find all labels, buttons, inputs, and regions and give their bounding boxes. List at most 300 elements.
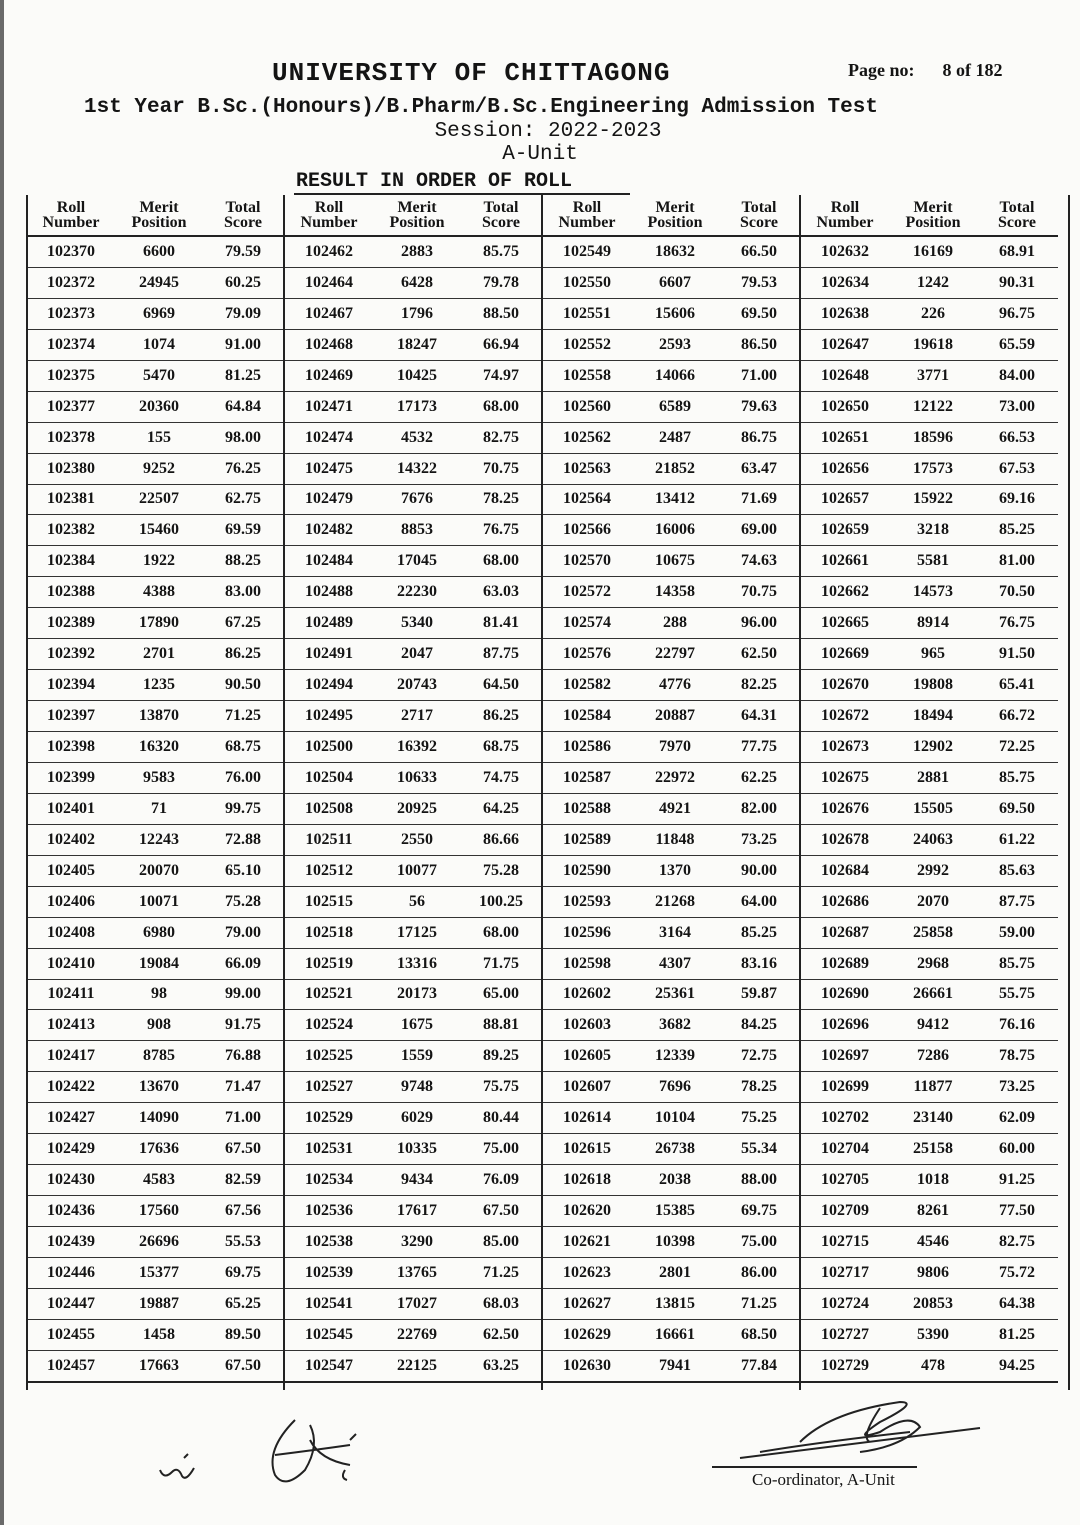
merit-position-cell: 56	[374, 886, 460, 917]
roll-number-cell: 102394	[26, 670, 116, 701]
merit-position-cell: 19084	[116, 948, 202, 979]
total-score-cell: 72.75	[718, 1041, 800, 1072]
column-header-roll-line1: Roll	[572, 199, 602, 216]
table-row	[542, 391, 800, 422]
total-score-cell: 82.75	[976, 1227, 1058, 1258]
roll-number-cell: 102436	[26, 1196, 116, 1227]
table-row	[542, 1350, 800, 1381]
total-score-cell: 59.87	[718, 979, 800, 1010]
roll-number-cell: 102709	[800, 1196, 890, 1227]
merit-position-cell: 14322	[374, 453, 460, 484]
total-score-cell: 86.25	[460, 701, 542, 732]
total-score-cell: 94.25	[976, 1350, 1058, 1381]
total-score-cell: 65.41	[976, 670, 1058, 701]
roll-number-cell: 102687	[800, 917, 890, 948]
total-score-cell: 64.84	[202, 391, 284, 422]
roll-number-cell: 102659	[800, 515, 890, 546]
total-score-cell: 74.63	[718, 546, 800, 577]
merit-position-cell: 20070	[116, 855, 202, 886]
table-row	[800, 1257, 1058, 1288]
roll-number-cell: 102672	[800, 701, 890, 732]
table-row	[26, 1196, 284, 1227]
table-row	[800, 917, 1058, 948]
total-score-cell: 63.03	[460, 577, 542, 608]
merit-position-cell: 5581	[890, 546, 976, 577]
merit-position-cell: 10077	[374, 855, 460, 886]
merit-position-cell: 9583	[116, 762, 202, 793]
merit-position-cell: 22230	[374, 577, 460, 608]
total-score-cell: 69.50	[976, 793, 1058, 824]
column-header-roll-line2: Number	[300, 214, 358, 231]
roll-number-cell: 102408	[26, 917, 116, 948]
table-row	[542, 948, 800, 979]
roll-number-cell: 102607	[542, 1072, 632, 1103]
table-row	[284, 701, 542, 732]
total-score-cell: 69.59	[202, 515, 284, 546]
column-header-score-line1: Total	[999, 199, 1035, 216]
total-score-cell: 67.25	[202, 608, 284, 639]
merit-position-cell: 17636	[116, 1134, 202, 1165]
roll-number-cell: 102372	[26, 267, 116, 298]
column-header-roll	[542, 195, 632, 236]
merit-position-cell: 1018	[890, 1165, 976, 1196]
roll-number-cell: 102623	[542, 1257, 632, 1288]
merit-position-cell: 22507	[116, 484, 202, 515]
merit-position-cell: 18247	[374, 329, 460, 360]
table-row	[800, 1134, 1058, 1165]
table-row	[800, 948, 1058, 979]
merit-position-cell: 19808	[890, 670, 976, 701]
roll-number-cell: 102373	[26, 298, 116, 329]
merit-position-cell: 17173	[374, 391, 460, 422]
merit-position-cell: 6607	[632, 267, 718, 298]
total-score-cell: 67.50	[460, 1196, 542, 1227]
merit-position-cell: 25158	[890, 1134, 976, 1165]
table-row	[800, 1227, 1058, 1258]
total-score-cell: 62.50	[460, 1319, 542, 1350]
column-header-merit-line1: Merit	[913, 199, 953, 216]
table-row	[800, 453, 1058, 484]
total-score-cell: 83.00	[202, 577, 284, 608]
table-row	[284, 1041, 542, 1072]
merit-position-cell: 17573	[890, 453, 976, 484]
roll-number-cell: 102495	[284, 701, 374, 732]
table-row	[26, 1010, 284, 1041]
total-score-cell: 72.88	[202, 824, 284, 855]
table-row	[26, 793, 284, 824]
total-score-cell: 71.69	[718, 484, 800, 515]
roll-number-cell: 102545	[284, 1319, 374, 1350]
merit-position-cell: 22797	[632, 639, 718, 670]
table-row	[800, 329, 1058, 360]
table-row	[542, 236, 800, 267]
merit-position-cell: 8914	[890, 608, 976, 639]
result-block-4	[800, 195, 1058, 1390]
roll-number-cell: 102529	[284, 1103, 374, 1134]
total-score-cell: 72.25	[976, 732, 1058, 763]
merit-position-cell: 13815	[632, 1288, 718, 1319]
merit-position-cell: 9806	[890, 1257, 976, 1288]
roll-number-cell: 102541	[284, 1288, 374, 1319]
table-row	[284, 793, 542, 824]
merit-position-cell: 17045	[374, 546, 460, 577]
column-header-score-line2: Score	[482, 214, 520, 231]
table-row	[800, 515, 1058, 546]
total-score-cell: 85.25	[718, 917, 800, 948]
merit-position-cell: 10398	[632, 1227, 718, 1258]
total-score-cell: 82.75	[460, 422, 542, 453]
total-score-cell: 71.25	[202, 701, 284, 732]
merit-position-cell: 1370	[632, 855, 718, 886]
table-row	[800, 608, 1058, 639]
roll-number-cell: 102524	[284, 1010, 374, 1041]
total-score-cell: 77.84	[718, 1350, 800, 1381]
merit-position-cell: 3290	[374, 1227, 460, 1258]
total-score-cell: 91.25	[976, 1165, 1058, 1196]
table-row	[800, 1041, 1058, 1072]
roll-number-cell: 102702	[800, 1103, 890, 1134]
merit-position-cell: 16661	[632, 1319, 718, 1350]
total-score-cell: 81.41	[460, 608, 542, 639]
column-header-score	[718, 195, 800, 236]
total-score-cell: 76.75	[976, 608, 1058, 639]
roll-number-cell: 102525	[284, 1041, 374, 1072]
table-row	[800, 1072, 1058, 1103]
column-header-score-line2: Score	[740, 214, 778, 231]
roll-number-cell: 102377	[26, 391, 116, 422]
roll-number-cell: 102673	[800, 732, 890, 763]
merit-position-cell: 10633	[374, 762, 460, 793]
roll-number-cell: 102464	[284, 267, 374, 298]
table-row	[542, 917, 800, 948]
roll-number-cell: 102447	[26, 1288, 116, 1319]
total-score-cell: 70.75	[718, 577, 800, 608]
table-row	[542, 793, 800, 824]
roll-number-cell: 102684	[800, 855, 890, 886]
merit-position-cell: 10071	[116, 886, 202, 917]
merit-position-cell: 2801	[632, 1257, 718, 1288]
total-score-cell: 89.50	[202, 1319, 284, 1350]
table-row	[284, 484, 542, 515]
column-header-roll-line1: Roll	[830, 199, 860, 216]
table-row	[284, 1350, 542, 1381]
roll-number-cell: 102690	[800, 979, 890, 1010]
merit-position-cell: 26696	[116, 1227, 202, 1258]
total-score-cell: 69.75	[202, 1257, 284, 1288]
merit-position-cell: 24945	[116, 267, 202, 298]
table-row	[284, 453, 542, 484]
merit-position-cell: 17027	[374, 1288, 460, 1319]
table-row	[800, 670, 1058, 701]
roll-number-cell: 102589	[542, 824, 632, 855]
merit-position-cell: 20925	[374, 793, 460, 824]
result-heading: RESULT IN ORDER OF ROLL	[296, 170, 573, 193]
merit-position-cell: 12339	[632, 1041, 718, 1072]
table-row	[26, 1072, 284, 1103]
table-divider-4	[1068, 195, 1070, 1390]
table-row	[542, 1165, 800, 1196]
total-score-cell: 66.94	[460, 329, 542, 360]
table-row	[542, 267, 800, 298]
table-row	[26, 1288, 284, 1319]
roll-number-cell: 102512	[284, 855, 374, 886]
roll-number-cell: 102651	[800, 422, 890, 453]
roll-number-cell: 102603	[542, 1010, 632, 1041]
total-score-cell: 88.00	[718, 1165, 800, 1196]
table-row	[542, 329, 800, 360]
merit-position-cell: 20743	[374, 670, 460, 701]
roll-number-cell: 102468	[284, 329, 374, 360]
merit-position-cell: 24063	[890, 824, 976, 855]
table-row	[542, 1196, 800, 1227]
roll-number-cell: 102648	[800, 360, 890, 391]
merit-position-cell: 20360	[116, 391, 202, 422]
roll-number-cell: 102500	[284, 732, 374, 763]
total-score-cell: 71.25	[460, 1257, 542, 1288]
table-row	[26, 453, 284, 484]
total-score-cell: 62.50	[718, 639, 800, 670]
roll-number-cell: 102504	[284, 762, 374, 793]
column-header-roll-line1: Roll	[56, 199, 86, 216]
table-row	[800, 824, 1058, 855]
roll-number-cell: 102397	[26, 701, 116, 732]
roll-number-cell: 102534	[284, 1165, 374, 1196]
roll-number-cell: 102439	[26, 1227, 116, 1258]
table-row	[542, 422, 800, 453]
roll-number-cell: 102479	[284, 484, 374, 515]
total-score-cell: 90.50	[202, 670, 284, 701]
column-header-score-line2: Score	[998, 214, 1036, 231]
table-row	[800, 732, 1058, 763]
table-row	[26, 762, 284, 793]
merit-position-cell: 2593	[632, 329, 718, 360]
table-row	[26, 422, 284, 453]
merit-position-cell: 71	[116, 793, 202, 824]
total-score-cell: 63.25	[460, 1350, 542, 1381]
table-row	[542, 1227, 800, 1258]
merit-position-cell: 6969	[116, 298, 202, 329]
roll-number-cell: 102572	[542, 577, 632, 608]
merit-position-cell: 288	[632, 608, 718, 639]
total-score-cell: 62.09	[976, 1103, 1058, 1134]
roll-number-cell: 102375	[26, 360, 116, 391]
merit-position-cell: 7676	[374, 484, 460, 515]
roll-number-cell: 102417	[26, 1041, 116, 1072]
roll-number-cell: 102511	[284, 824, 374, 855]
table-row	[800, 422, 1058, 453]
table-row	[284, 329, 542, 360]
total-score-cell: 81.00	[976, 546, 1058, 577]
roll-number-cell: 102704	[800, 1134, 890, 1165]
column-header-merit-line2: Position	[647, 214, 703, 231]
results-table	[26, 195, 1070, 1390]
total-score-cell: 79.53	[718, 267, 800, 298]
page-number-label: Page no:	[848, 60, 915, 80]
total-score-cell: 85.25	[976, 515, 1058, 546]
merit-position-cell: 6029	[374, 1103, 460, 1134]
table-row	[284, 360, 542, 391]
total-score-cell: 79.00	[202, 917, 284, 948]
roll-number-cell: 102627	[542, 1288, 632, 1319]
column-header-merit	[116, 195, 202, 236]
table-row	[542, 886, 800, 917]
total-score-cell: 96.75	[976, 298, 1058, 329]
total-score-cell: 75.28	[202, 886, 284, 917]
total-score-cell: 65.10	[202, 855, 284, 886]
total-score-cell: 61.22	[976, 824, 1058, 855]
total-score-cell: 65.00	[460, 979, 542, 1010]
merit-position-cell: 17663	[116, 1350, 202, 1381]
table-divider-1	[283, 195, 285, 1390]
roll-number-cell: 102474	[284, 422, 374, 453]
roll-number-cell: 102661	[800, 546, 890, 577]
merit-position-cell: 20887	[632, 701, 718, 732]
table-row	[26, 546, 284, 577]
table-row	[542, 484, 800, 515]
page-number-value: 8 of 182	[942, 60, 1003, 80]
table-row	[26, 267, 284, 298]
total-score-cell: 76.00	[202, 762, 284, 793]
roll-number-cell: 102531	[284, 1134, 374, 1165]
merit-position-cell: 2038	[632, 1165, 718, 1196]
roll-number-cell: 102482	[284, 515, 374, 546]
total-score-cell: 68.03	[460, 1288, 542, 1319]
total-score-cell: 99.75	[202, 793, 284, 824]
table-row	[26, 1350, 284, 1381]
merit-position-cell: 2070	[890, 886, 976, 917]
table-row	[542, 855, 800, 886]
roll-number-cell: 102370	[26, 236, 116, 267]
merit-position-cell: 22769	[374, 1319, 460, 1350]
roll-number-cell: 102630	[542, 1350, 632, 1381]
table-row	[542, 732, 800, 763]
scan-edge	[0, 0, 4, 1525]
table-row	[26, 608, 284, 639]
table-row	[800, 391, 1058, 422]
total-score-cell: 71.75	[460, 948, 542, 979]
total-score-cell: 75.00	[718, 1227, 800, 1258]
unit-title: A-Unit	[502, 143, 578, 166]
roll-number-cell: 102484	[284, 546, 374, 577]
total-score-cell: 59.00	[976, 917, 1058, 948]
table-row	[284, 1196, 542, 1227]
table-row	[542, 453, 800, 484]
merit-position-cell: 1242	[890, 267, 976, 298]
roll-number-cell: 102705	[800, 1165, 890, 1196]
merit-position-cell: 6589	[632, 391, 718, 422]
merit-position-cell: 1458	[116, 1319, 202, 1350]
table-row	[26, 329, 284, 360]
table-row	[284, 515, 542, 546]
merit-position-cell: 1922	[116, 546, 202, 577]
table-row	[284, 855, 542, 886]
table-row	[284, 917, 542, 948]
total-score-cell: 87.75	[976, 886, 1058, 917]
roll-number-cell: 102602	[542, 979, 632, 1010]
total-score-cell: 69.75	[718, 1196, 800, 1227]
roll-number-cell: 102518	[284, 917, 374, 948]
total-score-cell: 55.75	[976, 979, 1058, 1010]
table-row	[800, 360, 1058, 391]
total-score-cell: 81.25	[976, 1319, 1058, 1350]
column-header-score-line1: Total	[741, 199, 777, 216]
merit-position-cell: 4388	[116, 577, 202, 608]
signature-middle	[255, 1410, 375, 1490]
roll-number-cell: 102489	[284, 608, 374, 639]
total-score-cell: 68.91	[976, 236, 1058, 267]
merit-position-cell: 4776	[632, 670, 718, 701]
total-score-cell: 65.25	[202, 1288, 284, 1319]
roll-number-cell: 102621	[542, 1227, 632, 1258]
roll-number-cell: 102399	[26, 762, 116, 793]
roll-number-cell: 102374	[26, 329, 116, 360]
roll-number-cell: 102538	[284, 1227, 374, 1258]
roll-number-cell: 102669	[800, 639, 890, 670]
roll-number-cell: 102491	[284, 639, 374, 670]
table-row	[542, 1319, 800, 1350]
total-score-cell: 78.25	[460, 484, 542, 515]
total-score-cell: 73.25	[976, 1072, 1058, 1103]
table-row	[284, 546, 542, 577]
table-row	[542, 546, 800, 577]
roll-number-cell: 102430	[26, 1165, 116, 1196]
merit-position-cell: 3164	[632, 917, 718, 948]
table-row	[542, 1041, 800, 1072]
merit-position-cell: 12122	[890, 391, 976, 422]
table-row	[284, 1257, 542, 1288]
total-score-cell: 79.78	[460, 267, 542, 298]
roll-number-cell: 102675	[800, 762, 890, 793]
merit-position-cell: 19618	[890, 329, 976, 360]
roll-number-cell: 102406	[26, 886, 116, 917]
merit-position-cell: 16006	[632, 515, 718, 546]
roll-number-cell: 102549	[542, 236, 632, 267]
table-row	[542, 608, 800, 639]
table-row	[800, 298, 1058, 329]
total-score-cell: 85.00	[460, 1227, 542, 1258]
merit-position-cell: 908	[116, 1010, 202, 1041]
total-score-cell: 74.75	[460, 762, 542, 793]
merit-position-cell: 9748	[374, 1072, 460, 1103]
table-row	[26, 979, 284, 1010]
table-row	[284, 824, 542, 855]
total-score-cell: 55.34	[718, 1134, 800, 1165]
roll-number-cell: 102582	[542, 670, 632, 701]
merit-position-cell: 155	[116, 422, 202, 453]
column-header-merit-line2: Position	[131, 214, 187, 231]
table-row	[800, 762, 1058, 793]
total-score-cell: 76.88	[202, 1041, 284, 1072]
roll-number-cell: 102632	[800, 236, 890, 267]
roll-number-cell: 102558	[542, 360, 632, 391]
table-row	[800, 1288, 1058, 1319]
total-score-cell: 100.25	[460, 886, 542, 917]
table-row	[542, 1010, 800, 1041]
table-row	[800, 886, 1058, 917]
total-score-cell: 86.00	[718, 1257, 800, 1288]
table-row	[542, 360, 800, 391]
total-score-cell: 79.59	[202, 236, 284, 267]
roll-number-cell: 102614	[542, 1103, 632, 1134]
roll-number-cell: 102715	[800, 1227, 890, 1258]
table-row	[284, 1165, 542, 1196]
roll-number-cell: 102657	[800, 484, 890, 515]
total-score-cell: 68.75	[202, 732, 284, 763]
roll-number-cell: 102422	[26, 1072, 116, 1103]
total-score-cell: 82.25	[718, 670, 800, 701]
roll-number-cell: 102515	[284, 886, 374, 917]
column-header-roll-line2: Number	[816, 214, 874, 231]
